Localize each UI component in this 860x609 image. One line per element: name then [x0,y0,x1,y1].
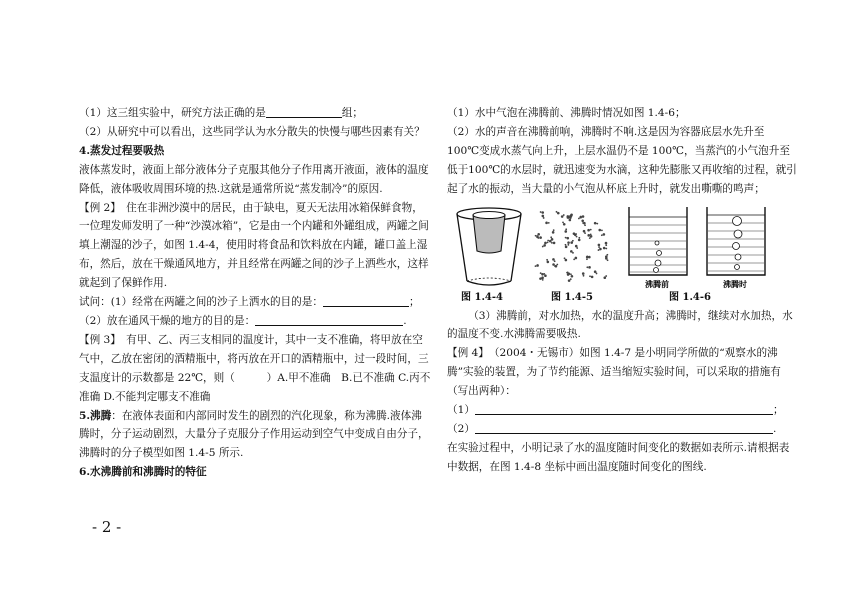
boiling-beakers-figure [625,201,775,291]
answer-line-2: （2） . [447,422,777,435]
caption-fig-1-4-5: 图 1.4-5 [551,291,593,303]
caption-fig-1-4-6: 图 1.4-6 [669,291,711,303]
paragraph-5: 5.沸腾：在液体表面和内部同时发生的剧烈的汽化现象，称为沸腾.液体沸腾时，分子运动剧烈，大量分子克服分子作用运动到空气中变成自由分子，沸腾时的分子模型如图 1.4-5 所示. [79,409,429,460]
right-column [447,104,797,477]
left-column [79,104,431,482]
heading-6: 6.水沸腾前和沸腾时的特征 [79,466,207,479]
answer-blank[interactable] [255,313,403,326]
answer-blank[interactable] [266,105,342,118]
answer-blank[interactable] [475,402,773,415]
figure-captions [447,289,797,307]
label-during-boiling: 沸腾时 [723,279,747,289]
right-paragraph-1: （1）水中气泡在沸腾前、沸腾时情况如图 1.4-6； [447,107,686,119]
question-1: （1）这三组实验中，研究方法正确的是 组； [79,107,364,119]
label-before-boiling: 沸腾前 [645,279,669,289]
figures-row [447,201,797,289]
try-question-2: （2）放在通风干燥的地方的目的是： . [79,314,407,327]
answer-line-1: （1） ； [447,404,784,417]
answer-blank[interactable] [475,421,773,434]
caption-fig-1-4-4: 图 1.4-4 [461,291,503,303]
heading-4: 4.蒸发过程要吸热 [79,144,165,157]
beaker-before-boiling [629,207,687,275]
try-question-1: 试问：(1）经常在两罐之间的沙子上洒水的目的是： ； [79,296,420,309]
page-number: - 2 - [92,518,122,536]
question-2: （2）从研究中可以看出，这些同学认为水分散失的快慢与哪些因素有关？ [79,125,425,138]
paragraph-4: 液体蒸发时，液面上部分液体分子克服其他分子作用离开液面，液体的温度降低，液体吸收周围环境的热.这就是通常所说“蒸发制冷”的原因. [79,163,429,195]
example-3: 【例 3】 有甲、乙、丙三支相同的温度计，其中一支不准确，将甲放在空气中，乙放在密闭的酒精瓶中，将丙放在开口的酒精瓶中，过一段时间，三支温度计的示数都是 22℃，则（ ）A.甲不准确 B.已不准确 C.丙不准确 D.不能判定哪支不准确 [79,333,431,403]
desert-fridge-figure [453,205,525,289]
molecule-model-figure [533,207,611,287]
right-paragraph-last: 在实验过程中，小明记录了水的温度随时间变化的数据如表所示.请根据表中数据，在图 1.4-8 坐标中画出温度随时间变化的图线. [447,441,790,473]
right-paragraph-2: （2）水的声音在沸腾前响，沸腾时不响.这是因为容器底层水先升至 100℃变成水蒸气向上升，上层水温仍不是 100℃，当蒸汽的小气泡升至低于100℃的水层时，就迅速变为水滴，这种先膨胀又再收缩的过程，就引起了水的振动，当大量的小气泡从杯底上升时，就发出嘶嘶的鸣声； [447,125,797,195]
beaker-during-boiling [707,207,765,275]
example-4: 【例 4】 （2004・无锡市）如图 1.4-7 是小明同学所做的“观察水的沸腾”实验的装置，为了节约能源、适当缩短实验时间，可以采取的措施有（写出两种）： [447,347,781,398]
answer-blank[interactable] [323,294,409,307]
example-2: 【例 2】 住在非洲沙漠中的居民，由于缺电，夏天无法用冰箱保鲜食物，一位理发师发明了一种“沙漠冰箱”，它是由一个内罐和外罐组成，两罐之间填上潮湿的沙子，如图 1.4-4，使用时将食品和饮料放在内罐，罐口盖上湿布，然后，放在干燥通风地方，并且经常在两罐之间的沙子上洒些水，这样就起到了保鲜作用. [79,201,429,290]
right-paragraph-3: （3）沸腾前，对水加热，水的温度升高；沸腾时，继续对水加热，水的温度不变.水沸腾需要吸热. [447,309,793,341]
